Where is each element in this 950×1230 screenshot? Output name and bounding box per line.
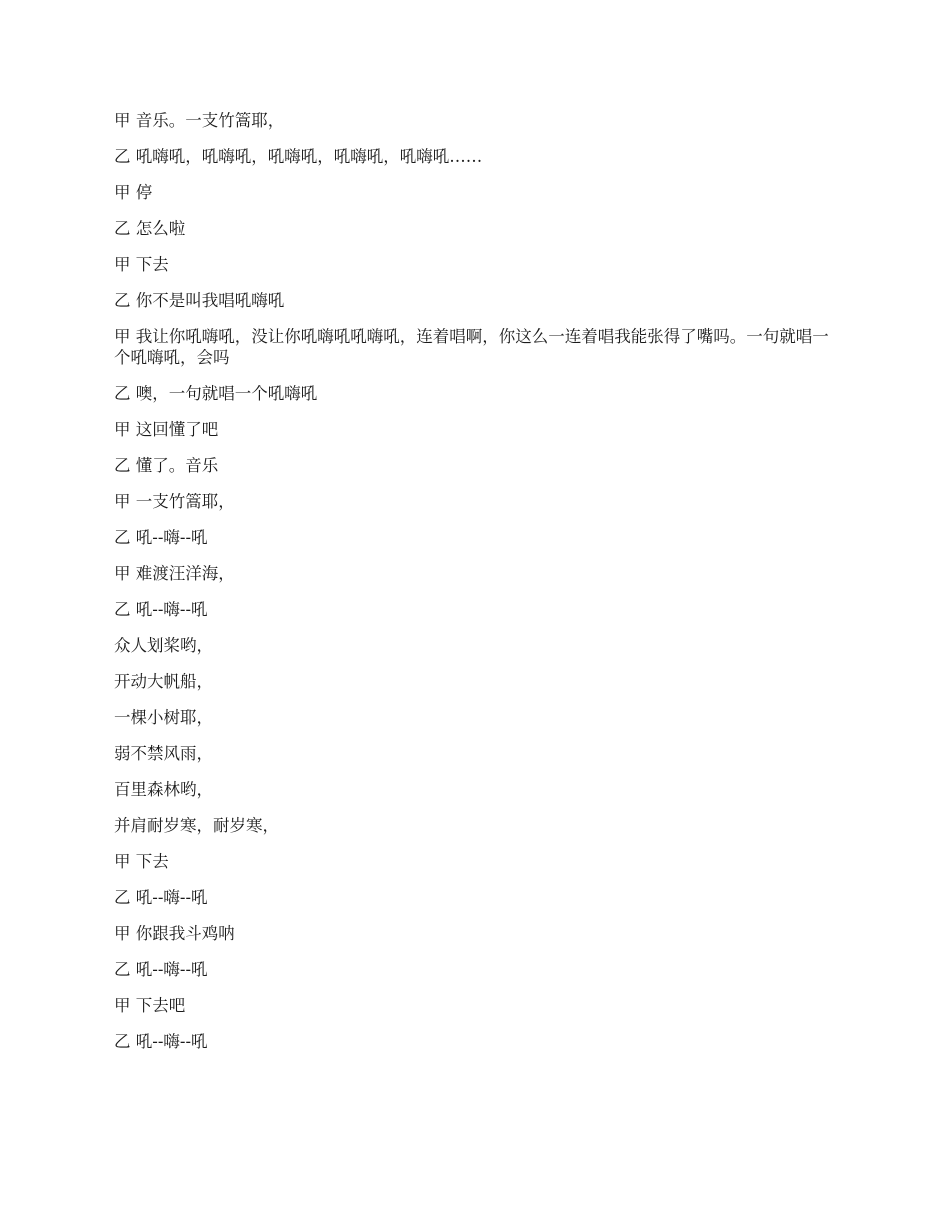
text-line: 弱不禁风雨， <box>114 744 213 763</box>
text-line: 众人划桨哟， <box>114 636 213 655</box>
text-line: 乙 吼--嗨--吼 <box>114 888 208 907</box>
text-line: 开动大帆船， <box>114 672 213 691</box>
text-line: 乙 吼--嗨--吼 <box>114 960 208 979</box>
text-line: 甲 我让你吼嗨吼，没让你吼嗨吼吼嗨吼，连着唱啊，你这么一连着唱我能张得了嘴吗。一句就唱一个吼嗨吼，会吗 <box>114 327 829 367</box>
text-line: 乙 吼--嗨--吼 <box>114 1032 208 1051</box>
text-line: 甲 下去 <box>114 852 169 871</box>
text-line: 甲 一支竹篙耶， <box>114 492 235 511</box>
text-line: 甲 音乐。一支竹篙耶， <box>114 111 285 130</box>
document-body <box>114 110 834 1067</box>
text-line: 乙 吼嗨吼，吼嗨吼，吼嗨吼，吼嗨吼，吼嗨吼…… <box>114 147 483 166</box>
text-line: 乙 噢，一句就唱一个吼嗨吼 <box>114 384 318 403</box>
text-line: 一棵小树耶， <box>114 708 213 727</box>
text-line: 甲 难渡汪洋海， <box>114 564 235 583</box>
text-line: 甲 下去 <box>114 255 169 274</box>
text-line: 乙 懂了。音乐 <box>114 456 219 475</box>
text-line: 甲 这回懂了吧 <box>114 420 219 439</box>
text-line: 甲 停 <box>114 183 153 202</box>
text-line: 并肩耐岁寒，耐岁寒， <box>114 816 279 835</box>
text-line: 乙 你不是叫我唱吼嗨吼 <box>114 291 285 310</box>
text-line: 乙 吼--嗨--吼 <box>114 600 208 619</box>
text-line: 甲 下去吧 <box>114 996 186 1015</box>
text-line: 乙 怎么啦 <box>114 219 186 238</box>
text-line: 百里森林哟， <box>114 780 213 799</box>
text-line: 乙 吼--嗨--吼 <box>114 528 208 547</box>
text-line: 甲 你跟我斗鸡呐 <box>114 924 235 943</box>
